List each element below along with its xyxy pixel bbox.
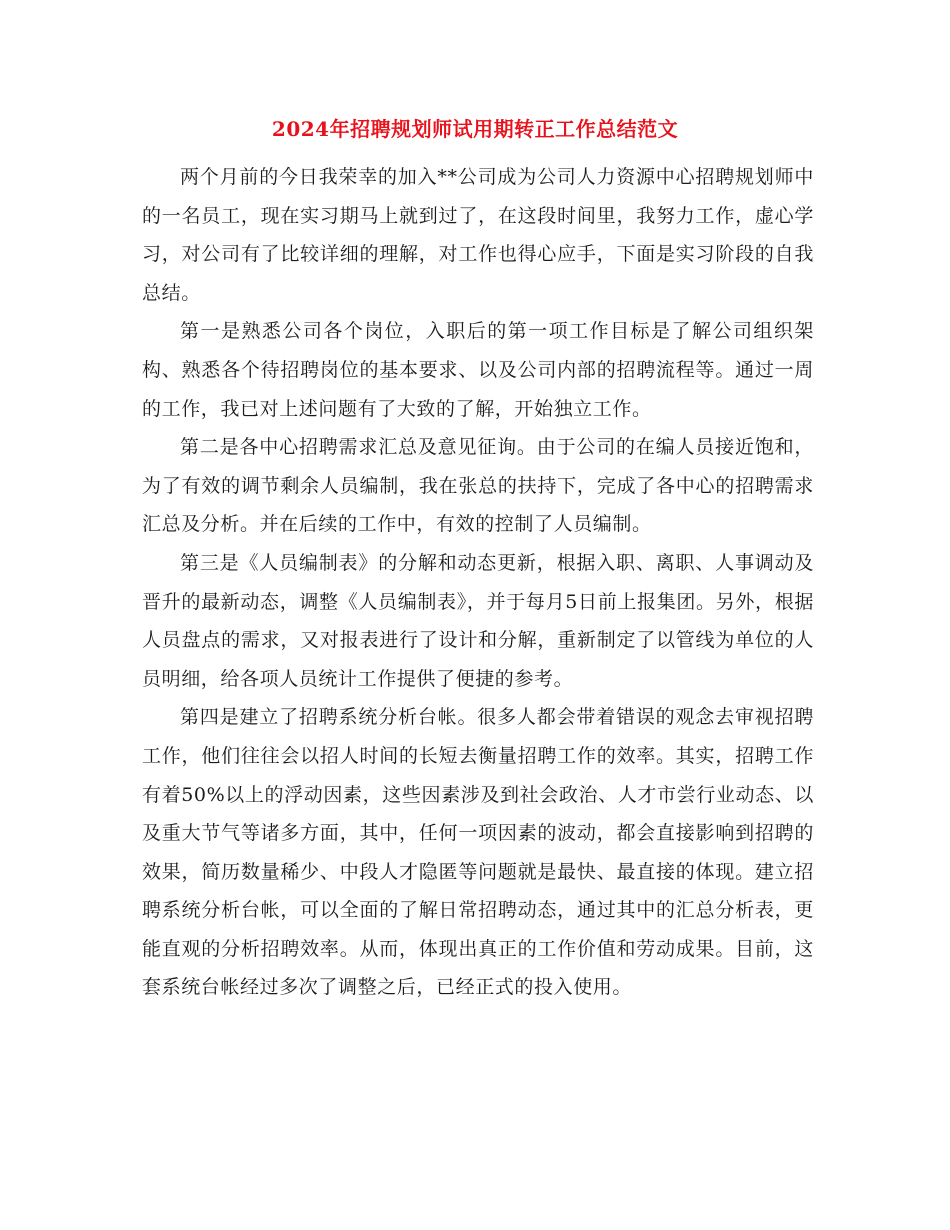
document-body (142, 158, 814, 1007)
paragraph-third: 第三是《人员编制表》的分解和动态更新，根据入职、离职、人事调动及晋升的最新动态，调整《人员编制表》，并于每月5日前上报集团。另外，根据人员盘点的需求，又对报表进行了设计和分解，重新制定了以管线为单位的人员明细，给各项人员统计工作提供了便捷的参考。 (142, 551, 814, 690)
paragraph-fourth: 第四是建立了招聘系统分析台帐。很多人都会带着错误的观念去审视招聘工作，他们往往会以招人时间的长短去衡量招聘工作的效率。其实，招聘工作有着50%以上的浮动因素，这些因素涉及到社会政治、人才市尝行业动态、以及重大节气等诸多方面，其中，任何一项因素的波动，都会直接影响到招聘的效果，简历数量稀少、中段人才隐匿等问题就是最快、最直接的体现。建立招聘系统分析台帐，可以全面的了解日常招聘动态，通过其中的汇总分析表，更能直观的分析招聘效率。从而，体现出真正的工作价值和劳动成果。目前，这套系统台帐经过多次了调整之后，已经正式的投入使用。 (142, 706, 814, 999)
paragraph-first: 第一是熟悉公司各个岗位，入职后的第一项工作目标是了解公司组织架构、熟悉各个待招聘岗位的基本要求、以及公司内部的招聘流程等。通过一周的工作，我已对上述问题有了大致的了解，开始独立工作。 (142, 320, 814, 420)
paragraph-second: 第二是各中心招聘需求汇总及意见征询。由于公司的在编人员接近饱和，为了有效的调节剩余人员编制，我在张总的扶持下，完成了各中心的招聘需求汇总及分析。并在后续的工作中，有效的控制了人员编制。 (142, 436, 814, 536)
document-title: 2024年招聘规划师试用期转正工作总结范文 (271, 117, 679, 141)
paragraph-intro: 两个月前的今日我荣幸的加入**公司成为公司人力资源中心招聘规划师中的一名员工，现在实习期马上就到过了，在这段时间里，我努力工作，虚心学习，对公司有了比较详细的理解，对工作也得心应手，下面是实习阶段的自我总结。 (142, 166, 814, 304)
